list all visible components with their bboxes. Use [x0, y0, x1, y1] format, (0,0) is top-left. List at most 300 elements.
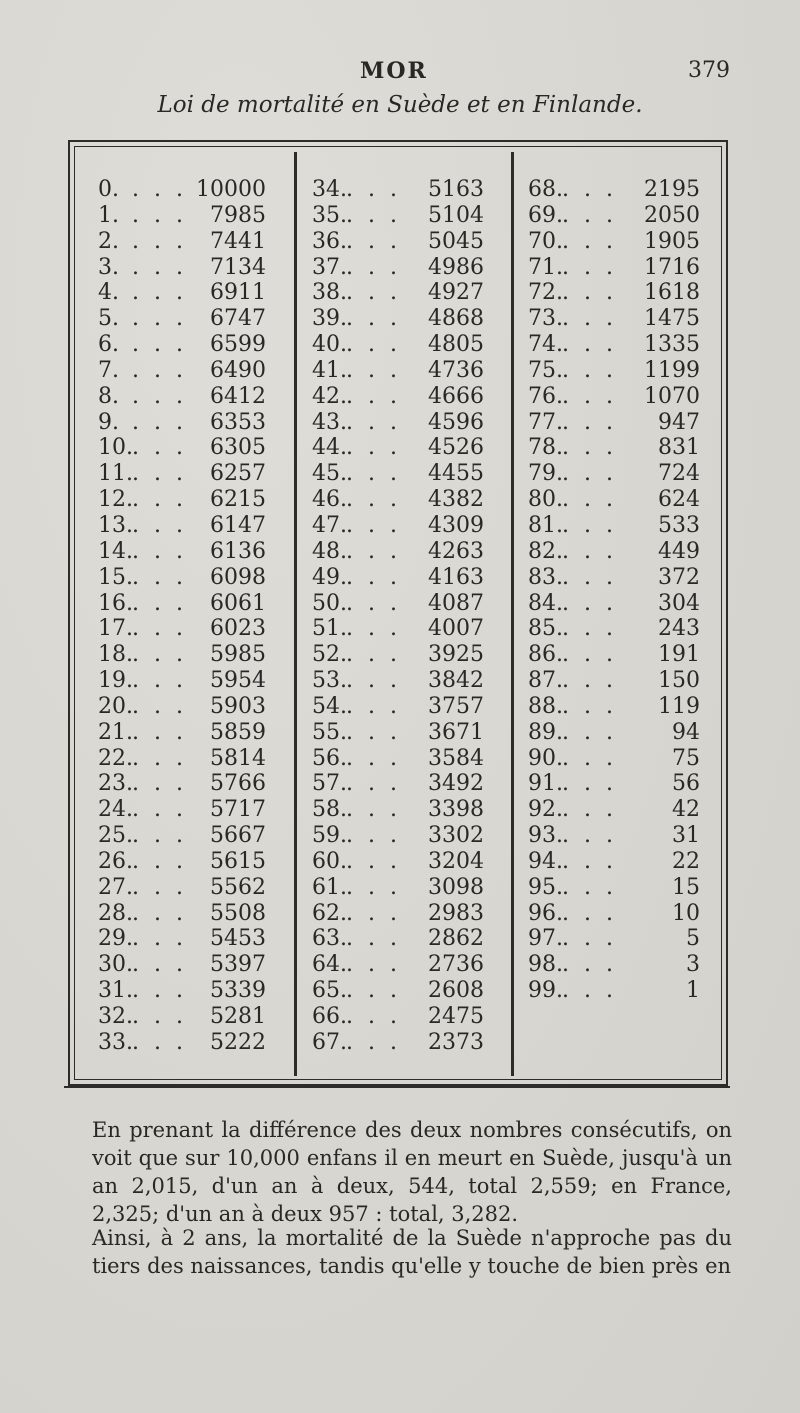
survivors-cell: 4596	[428, 409, 484, 435]
table-row	[312, 255, 484, 281]
age-cell: 1.	[98, 202, 119, 228]
survivors-cell: 2475	[428, 1004, 484, 1029]
leader-dots: . . .	[562, 177, 617, 202]
leader-dots: . . .	[132, 357, 187, 383]
table-row	[312, 849, 484, 875]
leader-dots: . . .	[346, 642, 401, 668]
age-cell: 86.	[528, 642, 563, 668]
survivors-cell: 5222	[210, 1029, 266, 1055]
table-row	[312, 384, 484, 410]
survivors-cell: 533	[658, 512, 700, 538]
leader-dots: . . .	[346, 900, 401, 926]
table-row	[528, 280, 700, 306]
survivors-cell: 6147	[210, 512, 266, 538]
table-row	[312, 177, 484, 203]
survivors-cell: 4868	[428, 306, 484, 332]
survivors-cell: 94	[672, 719, 700, 745]
age-cell: 25.	[98, 823, 133, 849]
leader-dots: . . .	[346, 228, 401, 254]
table-row	[528, 616, 700, 642]
table-row	[98, 642, 266, 668]
survivors-cell: 10000	[196, 177, 266, 202]
survivors-cell: 2195	[644, 177, 700, 202]
leader-dots: . . .	[346, 745, 401, 771]
survivors-cell: 7441	[210, 228, 266, 254]
leader-dots: . . .	[562, 487, 617, 513]
survivors-cell: 5045	[428, 228, 484, 254]
table-row	[98, 591, 266, 617]
age-cell: 8.	[98, 383, 119, 409]
survivors-cell: 6257	[210, 461, 266, 487]
leader-dots: . . .	[346, 487, 401, 513]
leader-dots: . . .	[562, 693, 617, 719]
age-cell: 56.	[312, 745, 347, 771]
table-row	[528, 694, 700, 720]
survivors-cell: 3842	[428, 668, 484, 694]
age-cell: 39.	[312, 306, 347, 332]
age-cell: 75.	[528, 357, 563, 383]
survivors-cell: 3671	[428, 719, 484, 745]
survivors-cell: 1475	[644, 306, 700, 332]
age-cell: 94.	[528, 848, 563, 874]
survivors-cell: 150	[658, 668, 700, 694]
leader-dots: . . .	[346, 564, 401, 590]
leader-dots: . . .	[346, 409, 401, 435]
age-cell: 12.	[98, 487, 133, 513]
leader-dots: . . .	[562, 590, 617, 616]
age-cell: 92.	[528, 797, 563, 823]
survivors-cell: 3098	[428, 874, 484, 900]
table-row	[98, 539, 266, 565]
age-cell: 69.	[528, 202, 563, 228]
age-cell: 95.	[528, 874, 563, 900]
leader-dots: . . .	[132, 771, 187, 797]
survivors-cell: 5104	[428, 202, 484, 228]
table-row	[528, 720, 700, 746]
leader-dots: . . .	[132, 280, 187, 306]
leader-dots: . . .	[562, 823, 617, 849]
survivors-cell: 2736	[428, 952, 484, 978]
leader-dots: . . .	[346, 797, 401, 823]
leader-dots: . . .	[562, 926, 617, 952]
survivors-cell: 2373	[428, 1029, 484, 1055]
age-cell: 60.	[312, 848, 347, 874]
survivors-cell: 6061	[210, 590, 266, 616]
table-row	[312, 280, 484, 306]
leader-dots: . . .	[346, 590, 401, 616]
age-cell: 65.	[312, 978, 347, 1004]
age-cell: 2.	[98, 228, 119, 254]
table-row	[98, 358, 266, 384]
survivors-cell: 5163	[428, 177, 484, 202]
table-row	[98, 255, 266, 281]
age-cell: 72.	[528, 280, 563, 306]
age-cell: 26.	[98, 848, 133, 874]
leader-dots: . . .	[346, 538, 401, 564]
leader-dots: . . .	[132, 952, 187, 978]
age-cell: 70.	[528, 228, 563, 254]
table-row	[312, 771, 484, 797]
age-cell: 9.	[98, 409, 119, 435]
table-row	[312, 668, 484, 694]
age-cell: 98.	[528, 952, 563, 978]
leader-dots: . . .	[562, 409, 617, 435]
table-row	[528, 306, 700, 332]
table-row	[98, 823, 266, 849]
survivors-cell: 22	[672, 848, 700, 874]
table-row	[528, 410, 700, 436]
survivors-cell: 5814	[210, 745, 266, 771]
leader-dots: . . .	[132, 487, 187, 513]
survivors-cell: 6098	[210, 564, 266, 590]
survivors-cell: 5615	[210, 848, 266, 874]
leader-dots: . . .	[346, 254, 401, 280]
age-cell: 14.	[98, 538, 133, 564]
survivors-cell: 5339	[210, 978, 266, 1004]
survivors-cell: 3	[686, 952, 700, 978]
survivors-cell: 304	[658, 590, 700, 616]
table-row	[98, 565, 266, 591]
table-row	[98, 849, 266, 875]
age-cell: 85.	[528, 616, 563, 642]
age-cell: 5.	[98, 306, 119, 332]
leader-dots: . . .	[132, 512, 187, 538]
leader-dots: . . .	[562, 228, 617, 254]
survivors-cell: 7985	[210, 202, 266, 228]
survivors-cell: 3302	[428, 823, 484, 849]
leader-dots: . . .	[132, 874, 187, 900]
leader-dots: . . .	[562, 719, 617, 745]
table-row	[312, 229, 484, 255]
age-cell: 17.	[98, 616, 133, 642]
leader-dots: . . .	[562, 332, 617, 358]
table-row	[528, 823, 700, 849]
table-row	[98, 384, 266, 410]
leader-dots: . . .	[346, 1004, 401, 1029]
table-row	[98, 410, 266, 436]
age-cell: 61.	[312, 874, 347, 900]
leader-dots: . . .	[346, 306, 401, 332]
leader-dots: . . .	[132, 926, 187, 952]
age-cell: 71.	[528, 254, 563, 280]
survivors-cell: 6305	[210, 435, 266, 461]
survivors-cell: 624	[658, 487, 700, 513]
age-cell: 40.	[312, 332, 347, 358]
table-row	[312, 513, 484, 539]
age-cell: 68.	[528, 177, 563, 202]
survivors-cell: 1905	[644, 228, 700, 254]
survivors-cell: 5766	[210, 771, 266, 797]
leader-dots: . . .	[132, 409, 187, 435]
survivors-cell: 4309	[428, 512, 484, 538]
table-row	[312, 487, 484, 513]
table-row	[528, 746, 700, 772]
leader-dots: . . .	[132, 228, 187, 254]
leader-dots: . . .	[346, 719, 401, 745]
age-cell: 22.	[98, 745, 133, 771]
leader-dots: . . .	[346, 693, 401, 719]
leader-dots: . . .	[346, 616, 401, 642]
table-row	[528, 849, 700, 875]
table-bottom-rule	[64, 1086, 730, 1088]
table-row	[528, 177, 700, 203]
table-row	[528, 901, 700, 927]
survivors-cell: 5	[686, 926, 700, 952]
leader-dots: . . .	[562, 254, 617, 280]
survivors-cell: 1716	[644, 254, 700, 280]
table-row	[98, 771, 266, 797]
leader-dots: . . .	[132, 461, 187, 487]
leader-dots: . . .	[346, 332, 401, 358]
survivors-cell: 6136	[210, 538, 266, 564]
leader-dots: . . .	[346, 926, 401, 952]
leader-dots: . . .	[562, 280, 617, 306]
age-cell: 15.	[98, 564, 133, 590]
table-row	[312, 720, 484, 746]
table-row	[528, 926, 700, 952]
leader-dots: . . .	[562, 564, 617, 590]
age-cell: 57.	[312, 771, 347, 797]
survivors-cell: 4263	[428, 538, 484, 564]
age-cell: 67.	[312, 1029, 347, 1055]
leader-dots: . . .	[132, 435, 187, 461]
leader-dots: . . .	[562, 797, 617, 823]
age-cell: 34.	[312, 177, 347, 202]
table-row	[528, 875, 700, 901]
table-title: Loi de mortalité en Suède et en Finlande.	[157, 92, 643, 118]
table-row	[312, 1030, 484, 1056]
leader-dots: . . .	[562, 202, 617, 228]
table-row	[98, 901, 266, 927]
age-cell: 83.	[528, 564, 563, 590]
survivors-cell: 15	[672, 874, 700, 900]
leader-dots: . . .	[346, 1029, 401, 1055]
survivors-cell: 4927	[428, 280, 484, 306]
table-column-1	[98, 177, 266, 1056]
table-row	[528, 539, 700, 565]
survivors-cell: 5453	[210, 926, 266, 952]
survivors-cell: 3925	[428, 642, 484, 668]
survivors-cell: 31	[672, 823, 700, 849]
age-cell: 0.	[98, 177, 119, 202]
age-cell: 53.	[312, 668, 347, 694]
age-cell: 24.	[98, 797, 133, 823]
leader-dots: . . .	[562, 461, 617, 487]
age-cell: 58.	[312, 797, 347, 823]
leader-dots: . . .	[132, 797, 187, 823]
survivors-cell: 3398	[428, 797, 484, 823]
leader-dots: . . .	[562, 538, 617, 564]
leader-dots: . . .	[562, 306, 617, 332]
table-row	[312, 797, 484, 823]
leader-dots: . . .	[346, 848, 401, 874]
leader-dots: . . .	[346, 874, 401, 900]
table-row	[528, 358, 700, 384]
survivors-cell: 243	[658, 616, 700, 642]
survivors-cell: 3584	[428, 745, 484, 771]
age-cell: 6.	[98, 332, 119, 358]
table-row	[528, 565, 700, 591]
survivors-cell: 3204	[428, 848, 484, 874]
table-row	[528, 513, 700, 539]
survivors-cell: 4805	[428, 332, 484, 358]
leader-dots: . . .	[346, 952, 401, 978]
age-cell: 50.	[312, 590, 347, 616]
table-row	[98, 487, 266, 513]
leader-dots: . . .	[562, 771, 617, 797]
table-row	[528, 255, 700, 281]
table-row	[528, 461, 700, 487]
survivors-cell: 5667	[210, 823, 266, 849]
table-row	[528, 952, 700, 978]
table-row	[312, 926, 484, 952]
age-cell: 42.	[312, 383, 347, 409]
table-row	[312, 1004, 484, 1030]
table-row	[98, 332, 266, 358]
age-cell: 55.	[312, 719, 347, 745]
table-column-3	[528, 177, 700, 1004]
leader-dots: . . .	[346, 512, 401, 538]
age-cell: 52.	[312, 642, 347, 668]
age-cell: 11.	[98, 461, 133, 487]
survivors-cell: 2862	[428, 926, 484, 952]
leader-dots: . . .	[562, 435, 617, 461]
survivors-cell: 6599	[210, 332, 266, 358]
age-cell: 79.	[528, 461, 563, 487]
leader-dots: . . .	[562, 383, 617, 409]
age-cell: 59.	[312, 823, 347, 849]
age-cell: 23.	[98, 771, 133, 797]
survivors-cell: 2050	[644, 202, 700, 228]
age-cell: 48.	[312, 538, 347, 564]
survivors-cell: 6412	[210, 383, 266, 409]
leader-dots: . . .	[346, 280, 401, 306]
age-cell: 47.	[312, 512, 347, 538]
age-cell: 80.	[528, 487, 563, 513]
survivors-cell: 6747	[210, 306, 266, 332]
leader-dots: . . .	[346, 668, 401, 694]
table-row	[312, 410, 484, 436]
body-paragraph-2: Ainsi, à 2 ans, la mortalité de la Suède n'approche pas du tiers des naissances, tandis qu'elle y touche de bien près en	[92, 1226, 732, 1278]
table-row	[98, 875, 266, 901]
age-cell: 10.	[98, 435, 133, 461]
table-row	[528, 771, 700, 797]
table-row	[98, 177, 266, 203]
leader-dots: . . .	[132, 616, 187, 642]
leader-dots: . . .	[562, 952, 617, 978]
age-cell: 19.	[98, 668, 133, 694]
table-row	[528, 668, 700, 694]
leader-dots: . . .	[562, 848, 617, 874]
leader-dots: . . .	[132, 564, 187, 590]
age-cell: 51.	[312, 616, 347, 642]
age-cell: 97.	[528, 926, 563, 952]
leader-dots: . . .	[562, 900, 617, 926]
age-cell: 62.	[312, 900, 347, 926]
survivors-cell: 4455	[428, 461, 484, 487]
survivors-cell: 947	[658, 409, 700, 435]
survivors-cell: 56	[672, 771, 700, 797]
age-cell: 32.	[98, 1004, 133, 1029]
survivors-cell: 119	[658, 693, 700, 719]
age-cell: 87.	[528, 668, 563, 694]
leader-dots: . . .	[562, 745, 617, 771]
age-cell: 91.	[528, 771, 563, 797]
survivors-cell: 724	[658, 461, 700, 487]
table-row	[312, 823, 484, 849]
leader-dots: . . .	[346, 357, 401, 383]
leader-dots: . . .	[132, 642, 187, 668]
table-row	[312, 332, 484, 358]
survivors-cell: 1335	[644, 332, 700, 358]
table-row	[98, 720, 266, 746]
age-cell: 37.	[312, 254, 347, 280]
table-row	[98, 513, 266, 539]
survivors-cell: 4087	[428, 590, 484, 616]
table-row	[98, 280, 266, 306]
leader-dots: . . .	[562, 978, 617, 1004]
table-row	[98, 306, 266, 332]
column-divider	[294, 152, 297, 1076]
survivors-cell: 6911	[210, 280, 266, 306]
survivors-cell: 5562	[210, 874, 266, 900]
age-cell: 38.	[312, 280, 347, 306]
age-cell: 4.	[98, 280, 119, 306]
age-cell: 45.	[312, 461, 347, 487]
survivors-cell: 4666	[428, 383, 484, 409]
age-cell: 54.	[312, 693, 347, 719]
leader-dots: . . .	[132, 383, 187, 409]
survivors-cell: 191	[658, 642, 700, 668]
leader-dots: . . .	[346, 435, 401, 461]
survivors-cell: 5903	[210, 693, 266, 719]
age-cell: 41.	[312, 357, 347, 383]
survivors-cell: 4526	[428, 435, 484, 461]
leader-dots: . . .	[132, 900, 187, 926]
age-cell: 18.	[98, 642, 133, 668]
survivors-cell: 75	[672, 745, 700, 771]
table-row	[528, 591, 700, 617]
age-cell: 76.	[528, 383, 563, 409]
leader-dots: . . .	[346, 823, 401, 849]
survivors-cell: 5281	[210, 1004, 266, 1029]
table-row	[312, 591, 484, 617]
leader-dots: . . .	[132, 1029, 187, 1055]
table-row	[312, 565, 484, 591]
leader-dots: . . .	[132, 306, 187, 332]
survivors-cell: 5397	[210, 952, 266, 978]
table-row	[312, 358, 484, 384]
table-row	[312, 616, 484, 642]
age-cell: 7.	[98, 357, 119, 383]
survivors-cell: 4163	[428, 564, 484, 590]
page-number: 379	[688, 58, 730, 83]
survivors-cell: 1618	[644, 280, 700, 306]
leader-dots: . . .	[132, 177, 187, 202]
table-row	[98, 694, 266, 720]
table-row	[98, 926, 266, 952]
age-cell: 28.	[98, 900, 133, 926]
leader-dots: . . .	[562, 668, 617, 694]
age-cell: 89.	[528, 719, 563, 745]
leader-dots: . . .	[132, 745, 187, 771]
table-row	[528, 642, 700, 668]
age-cell: 21.	[98, 719, 133, 745]
survivors-cell: 1	[686, 978, 700, 1004]
table-row	[528, 435, 700, 461]
age-cell: 74.	[528, 332, 563, 358]
age-cell: 78.	[528, 435, 563, 461]
